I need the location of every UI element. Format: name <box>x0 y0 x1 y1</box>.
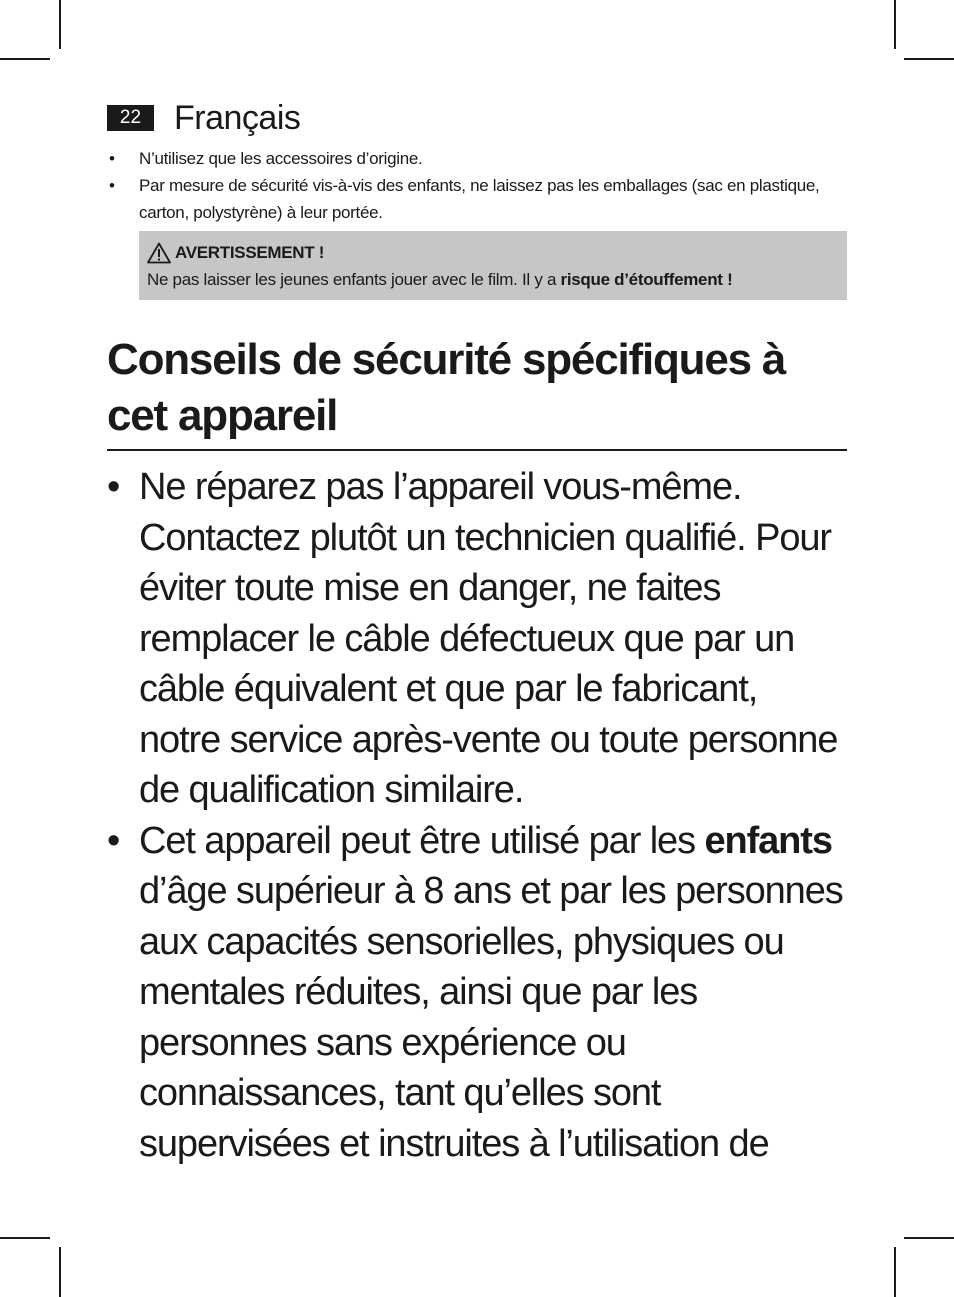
crop-mark-bottom-right-vertical <box>894 1247 896 1297</box>
section-title: Conseils de sécurité spécifiques à cet appareil <box>107 335 786 440</box>
list-item-text: N’utilisez que les accessoires d’origine. <box>139 149 423 168</box>
warning-emphasis: risque d’étouffement ! <box>560 270 733 289</box>
list-item <box>107 145 847 172</box>
list-item-text: Ne réparez pas l’appareil vous-même. Contactez plutôt un technicien qualifié. Pour éviter toute mise en danger, ne faites remplacer le câble défectueux que par un câble équivalent et que par le fabricant, notre service après-vente ou toute personne de qualification similaire. <box>139 466 838 811</box>
warning-title: AVERTISSEMENT ! <box>175 242 325 262</box>
crop-mark-top-right-vertical <box>894 0 896 49</box>
list-item <box>107 816 847 1170</box>
crop-mark-bottom-right-horizontal <box>904 1237 954 1239</box>
list-item-text-after: d’âge supérieur à 8 ans et par les personnes aux capacités sensorielles, physiques ou mentales réduites, ainsi que par les personnes sans expérience ou connaissances, tant qu’elles sont supervisées et instruites à l’utilisation de <box>139 870 843 1165</box>
page-number: 22 <box>107 105 154 131</box>
list-item-emphasis: enfants <box>704 819 832 862</box>
list-item <box>107 462 847 816</box>
warning-text <box>147 266 839 294</box>
warning-message: Ne pas laisser les jeunes enfants jouer avec le film. Il y a <box>147 270 561 289</box>
list-item <box>107 172 847 226</box>
page-header <box>107 98 300 138</box>
small-bullet-list <box>107 145 847 226</box>
crop-mark-bottom-left-horizontal <box>0 1237 50 1239</box>
crop-mark-top-left-vertical <box>59 0 61 49</box>
warning-title-row <box>147 239 839 266</box>
crop-mark-top-left-horizontal <box>0 58 50 60</box>
crop-mark-bottom-left-vertical <box>59 1247 61 1297</box>
warning-triangle-icon <box>147 242 171 264</box>
list-item-text-before: Cet appareil peut être utilisé par les <box>139 819 705 862</box>
warning-box <box>139 231 847 300</box>
language-heading: Français <box>174 98 301 137</box>
safety-tips-list <box>107 462 847 1169</box>
bullet-marker: • <box>107 466 120 508</box>
section-title-divider <box>107 449 847 451</box>
bullet-marker: • <box>107 819 120 862</box>
bullet-marker: • <box>109 149 115 168</box>
crop-mark-top-right-horizontal <box>904 58 954 60</box>
list-item-text: Par mesure de sécurité vis-à-vis des enfants, ne laissez pas les emballages (sac en plastique, carton, polystyrène) à leur portée. <box>139 176 820 222</box>
bullet-marker: • <box>109 176 115 195</box>
